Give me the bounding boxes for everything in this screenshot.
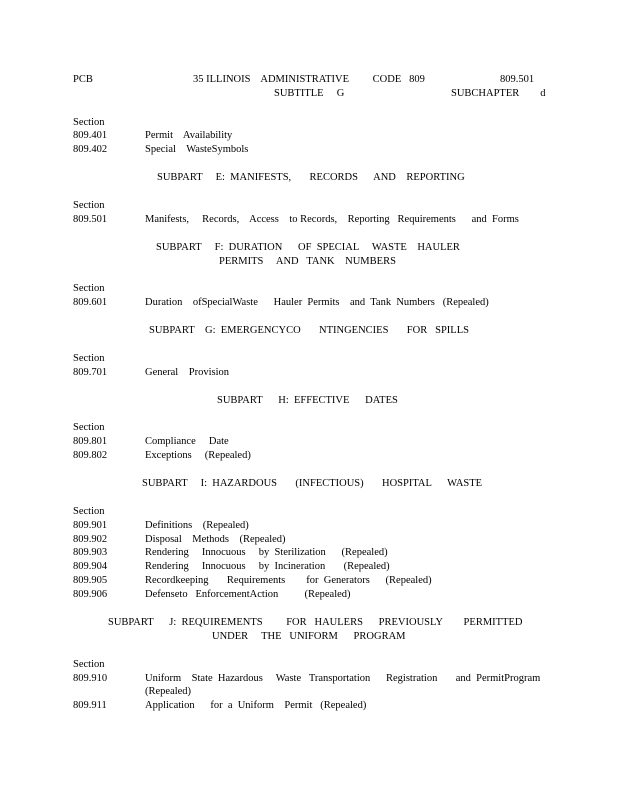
section-title-continuation: (Repealed) [145, 686, 192, 697]
section-title: General Provision [145, 367, 229, 378]
section-title: Manifests, Records, Access to Records, Reporting Requirements and Forms [145, 214, 519, 225]
header-code-title: 35 ILLINOIS ADMINISTRATIVE CODE 809 [193, 74, 425, 85]
section-number: 809.904 [73, 561, 108, 572]
section-label: Section [73, 283, 105, 294]
section-label: Section [73, 422, 105, 433]
section-number: 809.905 [73, 575, 108, 586]
section-title: Definitions (Repealed) [145, 520, 249, 531]
section-title: Compliance Date [145, 436, 229, 447]
section-number: 809.911 [73, 700, 107, 711]
section-number: 809.901 [73, 520, 108, 531]
section-number: 809.903 [73, 547, 108, 558]
header-subchapter: SUBCHAPTER d [451, 88, 546, 99]
section-number: 809.402 [73, 144, 108, 155]
section-number: 809.910 [73, 673, 108, 684]
section-title: Application for a Uniform Permit (Repealed) [145, 700, 367, 711]
section-number: 809.601 [73, 297, 108, 308]
subpart-heading-h: SUBPART H: EFFECTIVE DATES [217, 395, 398, 406]
section-label: Section [73, 506, 105, 517]
section-number: 809.501 [73, 214, 108, 225]
section-title: Uniform State Hazardous Waste Transportation Registration and PermitProgram [145, 673, 541, 684]
section-number: 809.902 [73, 534, 108, 545]
section-title: Special WasteSymbols [145, 144, 249, 155]
header-section-number: 809.501 [500, 74, 535, 85]
subpart-heading-e: SUBPART E: MANIFESTS, RECORDS AND REPORTING [157, 172, 465, 183]
subpart-heading-j-line2: UNDER THE UNIFORM PROGRAM [212, 631, 406, 642]
header-agency: PCB [73, 74, 93, 85]
section-number: 809.401 [73, 130, 108, 141]
subpart-heading-f-line2: PERMITS AND TANK NUMBERS [219, 256, 396, 267]
section-title: Rendering Innocuous by Sterilization (Repealed) [145, 547, 388, 558]
section-title: Exceptions (Repealed) [145, 450, 251, 461]
subpart-heading-f: SUBPART F: DURATION OF SPECIAL WASTE HAULER [156, 242, 460, 253]
header-subtitle: SUBTITLE G [274, 88, 345, 99]
section-title: Permit Availability [145, 130, 233, 141]
section-label: Section [73, 659, 105, 670]
section-title: Recordkeeping Requirements for Generators (Repealed) [145, 575, 432, 586]
section-label: Section [73, 117, 105, 128]
subpart-heading-j: SUBPART J: REQUIREMENTS FOR HAULERS PREVIOUSLY PERMITTED [108, 617, 523, 628]
section-number: 809.906 [73, 589, 108, 600]
section-title: Disposal Methods (Repealed) [145, 534, 286, 545]
section-title: Duration ofSpecialWaste Hauler Permits and Tank Numbers (Repealed) [145, 297, 489, 308]
section-number: 809.802 [73, 450, 108, 461]
section-number: 809.801 [73, 436, 108, 447]
section-label: Section [73, 200, 105, 211]
subpart-heading-i: SUBPART I: HAZARDOUS (INFECTIOUS) HOSPITAL WASTE [142, 478, 483, 489]
section-label: Section [73, 353, 105, 364]
subpart-heading-g: SUBPART G: EMERGENCYCO NTINGENCIES FOR SPILLS [149, 325, 469, 336]
section-number: 809.701 [73, 367, 108, 378]
section-title: Defenseto EnforcementAction (Repealed) [145, 589, 351, 600]
section-title: Rendering Innocuous by Incineration (Repealed) [145, 561, 390, 572]
